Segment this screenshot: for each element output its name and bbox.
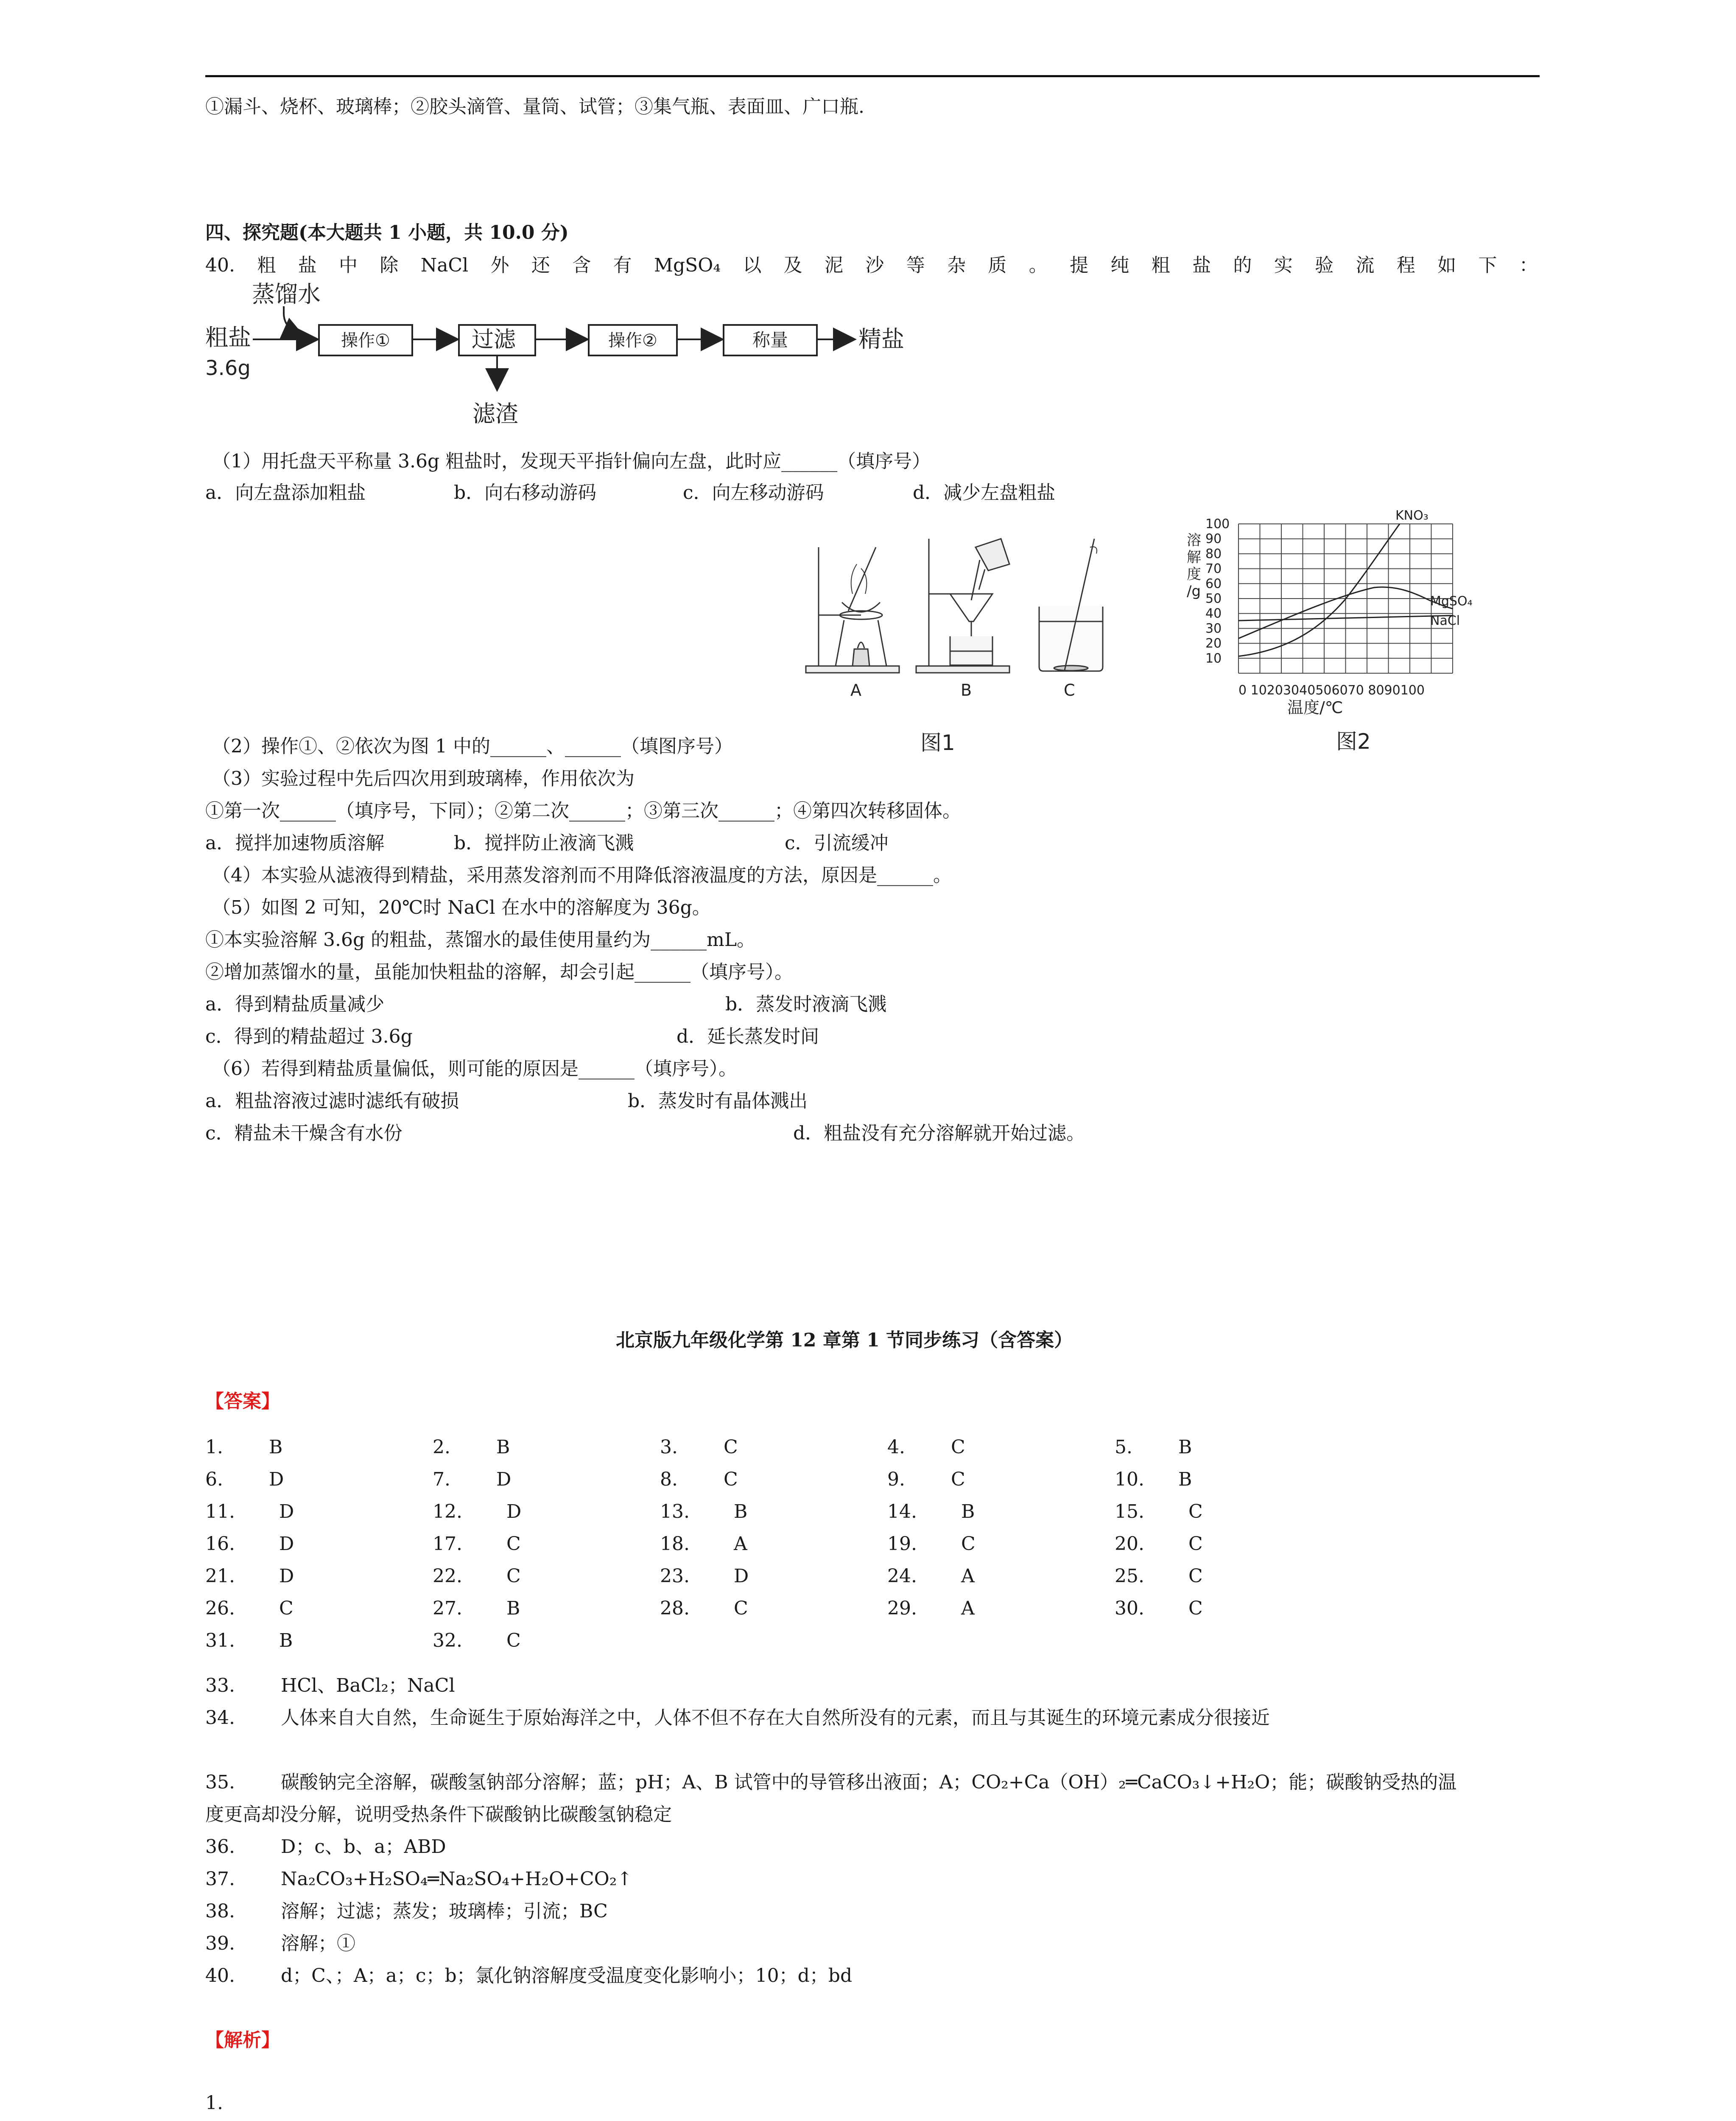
q40-stem-token: 盐 <box>298 255 317 276</box>
answer-number: 1. <box>205 1436 223 1458</box>
answer-value: B <box>279 1630 293 1651</box>
answer-number: 32. <box>433 1630 462 1651</box>
ylabel <box>1187 532 1201 600</box>
answer-value: D <box>279 1565 294 1587</box>
answer-value: A <box>961 1598 975 1619</box>
series-label-kno3: KNO₃ <box>1395 508 1428 523</box>
q40-stem-token: ： <box>1519 255 1538 276</box>
answer-number: 6. <box>205 1469 223 1490</box>
q40-sub1-option-b: b．向右移动游码 <box>454 482 597 504</box>
y-tick-label: 70 <box>1205 561 1222 576</box>
q40-sub3-option-b: b．搅拌防止液滴飞溅 <box>454 832 634 854</box>
ylabel-char-1: 溶 <box>1187 532 1201 549</box>
answer-number: 15. <box>1115 1501 1144 1522</box>
answer-40: d；C、；A；a；c；b；氯化钠溶解度受温度变化影响小；10；d；bd <box>281 1965 853 1987</box>
q40-sub3-option-c: c．引流缓冲 <box>785 832 889 854</box>
answer-value: A <box>734 1533 747 1555</box>
answer-36: D；c、b、a；ABD <box>281 1836 446 1858</box>
answer-value: C <box>1188 1565 1203 1587</box>
answer-38: 溶解；过滤；蒸发；玻璃棒；引流；BC <box>281 1900 608 1922</box>
answer-value: B <box>961 1501 975 1522</box>
answer-number: 27. <box>433 1598 462 1619</box>
answer-value: B <box>1178 1469 1192 1490</box>
flow-residue-label: 滤渣 <box>472 400 518 427</box>
answer-value: A <box>961 1565 975 1587</box>
answer-number: 19. <box>887 1533 917 1555</box>
answer-number: 22. <box>433 1565 462 1587</box>
answer-value: C <box>724 1469 738 1490</box>
y-tick-label: 20 <box>1205 636 1222 651</box>
answer-value: C <box>951 1436 965 1458</box>
answer-value: D <box>269 1469 284 1490</box>
answer-number: 25. <box>1115 1565 1144 1587</box>
answer-number: 9. <box>887 1469 905 1490</box>
q40-stem-token: 等 <box>906 255 925 276</box>
q40-stem-token: NaCl <box>420 255 469 276</box>
q40-stem-token: MgSO₄ <box>654 255 721 276</box>
q40-stem-token: 纯 <box>1110 255 1129 276</box>
q40-stem-token: 验 <box>1315 255 1334 276</box>
answer-value: C <box>734 1598 748 1619</box>
answer-38-number: 38. <box>205 1900 235 1922</box>
figure1-apparatus <box>802 530 1141 759</box>
q40-sub1-option-d: d．减少左盘粗盐 <box>913 482 1056 504</box>
answer-40-number: 40. <box>205 1965 235 1987</box>
answer-number: 13. <box>660 1501 690 1522</box>
answer-value: C <box>279 1598 294 1619</box>
answer-number: 12. <box>433 1501 462 1522</box>
answer-number: 10. <box>1115 1469 1144 1490</box>
answer-number: 21. <box>205 1565 235 1587</box>
answer-value: D <box>279 1533 294 1555</box>
answer-number: 30. <box>1115 1598 1144 1619</box>
header-rule <box>205 75 1540 77</box>
analysis-heading: 【解析】 <box>205 2029 280 2051</box>
answer-value: C <box>951 1469 965 1490</box>
answer-value: B <box>734 1501 748 1522</box>
answer-34: 人体来自大自然，生命诞生于原始海洋之中，人体不但不存在大自然所没有的元素，而且与其诞生的环境元素成分很接近 <box>281 1707 1270 1729</box>
answer-39: 溶解；① <box>281 1933 355 1954</box>
apparatus-b-filtration <box>916 539 1009 673</box>
answer-number: 18. <box>660 1533 690 1555</box>
y-tick-label: 30 <box>1205 621 1222 636</box>
answer-36-number: 36. <box>205 1836 235 1858</box>
answer-number: 16. <box>205 1533 235 1555</box>
answer-number: 4. <box>887 1436 905 1458</box>
x-tick-labels: 0 10203040506070 8090100 <box>1238 683 1425 698</box>
q40-sub6-option-a: a．粗盐溶液过滤时滤纸有破损 <box>205 1090 459 1112</box>
q40-stem-token: 除 <box>380 255 399 276</box>
q40-stem-token: 。 <box>1029 255 1048 276</box>
q40-stem-token: 粗 <box>1151 255 1170 276</box>
q40-stem-token: 沙 <box>865 255 884 276</box>
answer-number: 28. <box>660 1598 690 1619</box>
figure2-caption: 图2 <box>1336 729 1371 754</box>
answer-number: 20. <box>1115 1533 1144 1555</box>
ylabel-char-2: 解 <box>1187 549 1201 566</box>
q40-stem-token: 提 <box>1070 255 1089 276</box>
answer-value: B <box>496 1436 510 1458</box>
flow-op1-label: 操作① <box>341 331 390 350</box>
answer-number: 24. <box>887 1565 917 1587</box>
q40-sub1-option-c: c．向左移动游码 <box>683 482 824 504</box>
answer-35-number: 35. <box>205 1771 235 1793</box>
q40-stem-token: 下 <box>1478 255 1497 276</box>
q40-stem-token: 程 <box>1396 255 1415 276</box>
q40-stem-token: 盐 <box>1192 255 1211 276</box>
figure1-label-b: B <box>961 681 972 700</box>
q40-sub3-option-a: a．搅拌加速物质溶解 <box>205 832 385 854</box>
answer-number: 7. <box>433 1469 450 1490</box>
answer-number: 14. <box>887 1501 917 1522</box>
q40-sub5: （5）如图 2 可知，20℃时 NaCl 在水中的溶解度为 36g。 <box>212 897 711 918</box>
q40-sub1-option-a: a．向左盘添加粗盐 <box>205 482 366 504</box>
q40-stem-token: 粗 <box>257 255 276 276</box>
q40-stem <box>205 254 1538 277</box>
answer-35-line2: 度更高却没分解，说明受热条件下碳酸钠比碳酸氢钠稳定 <box>205 1804 672 1825</box>
y-tick-label: 100 <box>1205 517 1230 532</box>
figure2-solubility-chart <box>1175 507 1497 761</box>
q40-stem-token: 以 <box>743 255 762 276</box>
flow-input-label: 粗盐 <box>205 324 251 351</box>
y-tick-label: 90 <box>1205 532 1222 547</box>
answer-number: 31. <box>205 1630 235 1651</box>
y-tick-label: 80 <box>1205 546 1222 562</box>
ylabel-char-3: 度 <box>1187 566 1201 583</box>
q40-sub5-option-d: d．延长蒸发时间 <box>677 1026 819 1047</box>
flow-input-mass: 3.6g <box>205 356 251 380</box>
q40-sub5-option-c: c．得到的精盐超过 3.6g <box>205 1026 413 1047</box>
q40-sub5-option-a: a．得到精盐质量减少 <box>205 993 385 1015</box>
q40-sub6-option-c: c．精盐未干燥含有水份 <box>205 1122 403 1144</box>
q40-stem-token: 杂 <box>947 255 966 276</box>
answer-number: 23. <box>660 1565 690 1587</box>
answer-34-number: 34. <box>205 1707 235 1729</box>
y-tick-label: 50 <box>1205 591 1222 606</box>
q40-sub4: （4）本实验从滤液得到精盐，采用蒸发溶剂而不用降低溶液温度的方法，原因是______。 <box>212 865 952 886</box>
flow-op2-label: 操作② <box>608 331 657 350</box>
figure1-caption: 图1 <box>920 730 955 755</box>
answer-value: B <box>1178 1436 1192 1458</box>
answer-value: D <box>496 1469 512 1490</box>
answer-value: C <box>506 1533 521 1555</box>
q40-stem-token: 还 <box>531 255 550 276</box>
q40-sub5-2: ②增加蒸馏水的量，虽能加快粗盐的溶解，却会引起______（填序号）。 <box>205 961 793 983</box>
apparatus-c-dissolving <box>1039 539 1103 671</box>
q40-stem-token: 质 <box>988 255 1007 276</box>
ylabel-char-4: /g <box>1187 583 1201 600</box>
y-tick-label: 10 <box>1205 651 1222 666</box>
answer-value: C <box>506 1565 521 1587</box>
q40-stem-token: 实 <box>1274 255 1293 276</box>
answer-value: C <box>1188 1598 1203 1619</box>
answer-value: B <box>506 1598 520 1619</box>
section-title: 四、探究题(本大题共 1 小题，共 10.0 分) <box>205 222 569 243</box>
answer-33: HCl、BaCl₂；NaCl <box>281 1675 455 1696</box>
q40-sub2: （2）操作①、②依次为图 1 中的______、______（填图序号） <box>212 736 733 757</box>
y-tick-label: 60 <box>1205 576 1222 591</box>
q40-sub5-option-b: b．蒸发时液滴飞溅 <box>725 993 887 1015</box>
figure1-label-a: A <box>850 681 861 700</box>
answer-39-number: 39. <box>205 1933 235 1954</box>
q40-sub3-line2: ①第一次______（填序号，下同）；②第二次______；③第三次______；④第四次转移固体。 <box>205 800 961 822</box>
q40-stem-token: 及 <box>783 255 802 276</box>
answer-value: D <box>279 1501 294 1522</box>
document-title: 北京版九年级化学第 12 章第 1 节同步练习（含答案） <box>616 1329 1073 1351</box>
answer-number: 17. <box>433 1533 462 1555</box>
curve-kno3 <box>1238 524 1400 656</box>
q40-sub6: （6）若得到精盐质量偏低，则可能的原因是______（填序号）。 <box>212 1058 737 1080</box>
q40-stem-token: 中 <box>339 255 358 276</box>
q40-stem-token: 的 <box>1233 255 1252 276</box>
prev-answer-line: ①漏斗、烧杯、玻璃棒；②胶头滴管、量筒、试管；③集气瓶、表面皿、广口瓶. <box>205 96 864 118</box>
answer-number: 8. <box>660 1469 678 1490</box>
answer-value: C <box>1188 1501 1203 1522</box>
q40-stem-token: 有 <box>613 255 632 276</box>
q40-sub6-option-b: b．蒸发时有晶体溅出 <box>628 1090 808 1112</box>
q40-sub1: （1）用托盘天平称量 3.6g 粗盐时，发现天平指针偏向左盘，此时应______（填序号） <box>212 451 931 472</box>
answer-heading: 【答案】 <box>205 1391 280 1412</box>
q40-sub3: （3）实验过程中先后四次用到玻璃棒，作用依次为 <box>212 768 635 789</box>
flow-water-label: 蒸馏水 <box>252 281 321 308</box>
q40-stem-token: 外 <box>490 255 509 276</box>
answer-value: C <box>961 1533 976 1555</box>
answer-number: 2. <box>433 1436 450 1458</box>
answer-value: C <box>724 1436 738 1458</box>
answer-number: 29. <box>887 1598 917 1619</box>
answer-37: Na₂CO₃+H₂SO₄═Na₂SO₄+H₂O+CO₂↑ <box>281 1868 633 1890</box>
answer-number: 5. <box>1115 1436 1132 1458</box>
answer-number: 11. <box>205 1501 235 1522</box>
answer-33-number: 33. <box>205 1675 235 1696</box>
q40-stem-token: 如 <box>1437 255 1456 276</box>
answer-value: B <box>269 1436 283 1458</box>
answer-number: 26. <box>205 1598 235 1619</box>
q40-stem-token: 含 <box>572 255 591 276</box>
analysis-number: 1. <box>205 2092 223 2114</box>
answer-number: 3. <box>660 1436 678 1458</box>
answer-35-line1: 碳酸钠完全溶解，碳酸氢钠部分溶解；蓝；pH；A、B 试管中的导管移出液面；A；CO₂+Ca（OH）₂═CaCO₃↓+H₂O；能；碳酸钠受热的温 <box>281 1771 1457 1793</box>
q40-number: 40. <box>205 255 235 276</box>
answer-value: C <box>506 1630 521 1651</box>
answer-value: C <box>1188 1533 1203 1555</box>
answer-value: D <box>734 1565 749 1587</box>
series-label-mgso4: MgSO₄ <box>1430 594 1473 609</box>
figure1-label-c: C <box>1064 681 1075 700</box>
q40-sub5-1: ①本实验溶解 3.6g 的粗盐，蒸馏水的最佳使用量约为______mL。 <box>205 929 756 951</box>
process-flow-diagram <box>205 277 969 447</box>
q40-sub6-option-d: d．粗盐没有充分溶解就开始过滤。 <box>793 1122 1085 1144</box>
answer-value: D <box>506 1501 522 1522</box>
q40-stem-token: 流 <box>1356 255 1375 276</box>
flow-output-label: 精盐 <box>858 326 904 353</box>
x-axis-label: 温度/℃ <box>1287 698 1343 717</box>
flow-filter-label: 过滤 <box>472 327 516 353</box>
y-tick-label: 40 <box>1205 606 1222 621</box>
series-label-nacl: NaCl <box>1430 613 1460 628</box>
flow-weigh-label: 称量 <box>752 330 788 350</box>
answer-37-number: 37. <box>205 1868 235 1890</box>
q40-stem-token: 泥 <box>825 255 844 276</box>
apparatus-a-evaporation <box>806 547 899 673</box>
